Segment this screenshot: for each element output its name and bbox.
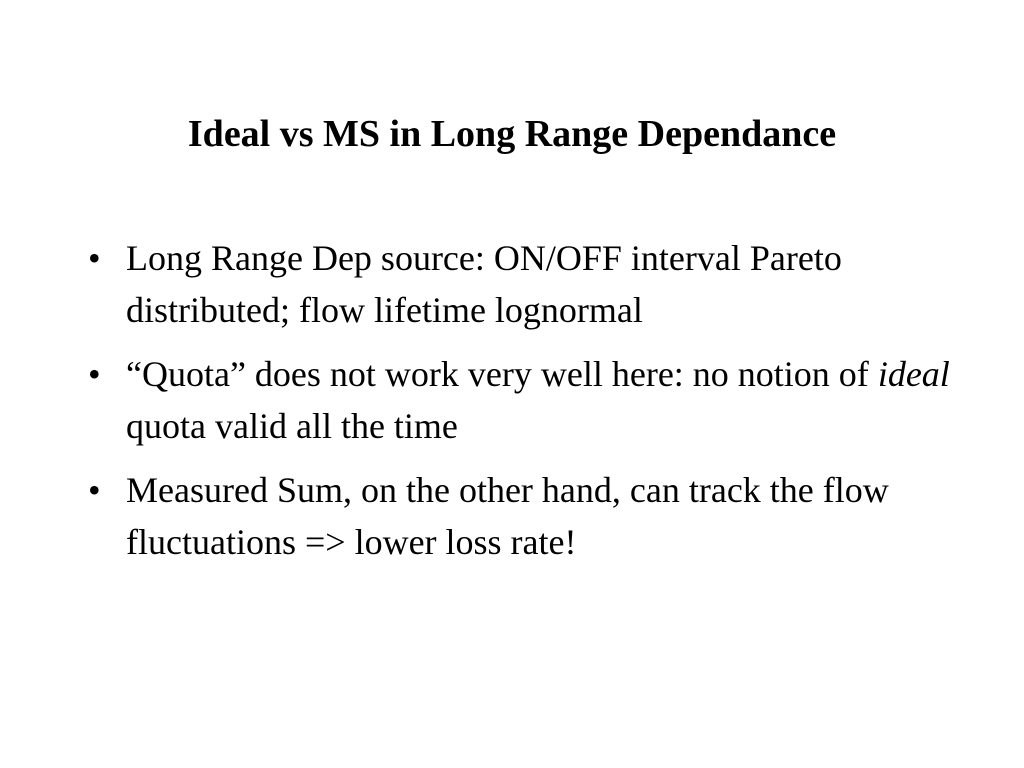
bullet-dot-icon: • — [88, 470, 101, 510]
bullet-dot-icon: • — [88, 238, 101, 278]
bullet-item — [88, 464, 968, 568]
bullet-list — [88, 232, 968, 580]
bullet-dot-icon: • — [88, 354, 101, 394]
bullet-item — [88, 348, 968, 452]
bullet-text-before: “Quota” does not work very well here: no notion of — [126, 354, 878, 394]
bullet-text-after: quota valid all the time — [126, 406, 458, 446]
bullet-text — [126, 354, 950, 446]
bullet-emphasis: ideal — [877, 354, 950, 394]
bullet-item — [88, 232, 968, 336]
slide-title: Ideal vs MS in Long Range Dependance — [187, 113, 837, 155]
bullet-text: Measured Sum, on the other hand, can track the flow fluctuations => lower loss rate! — [126, 470, 889, 562]
bullet-text: Long Range Dep source: ON/OFF interval Pareto distributed; flow lifetime lognormal — [126, 238, 842, 330]
